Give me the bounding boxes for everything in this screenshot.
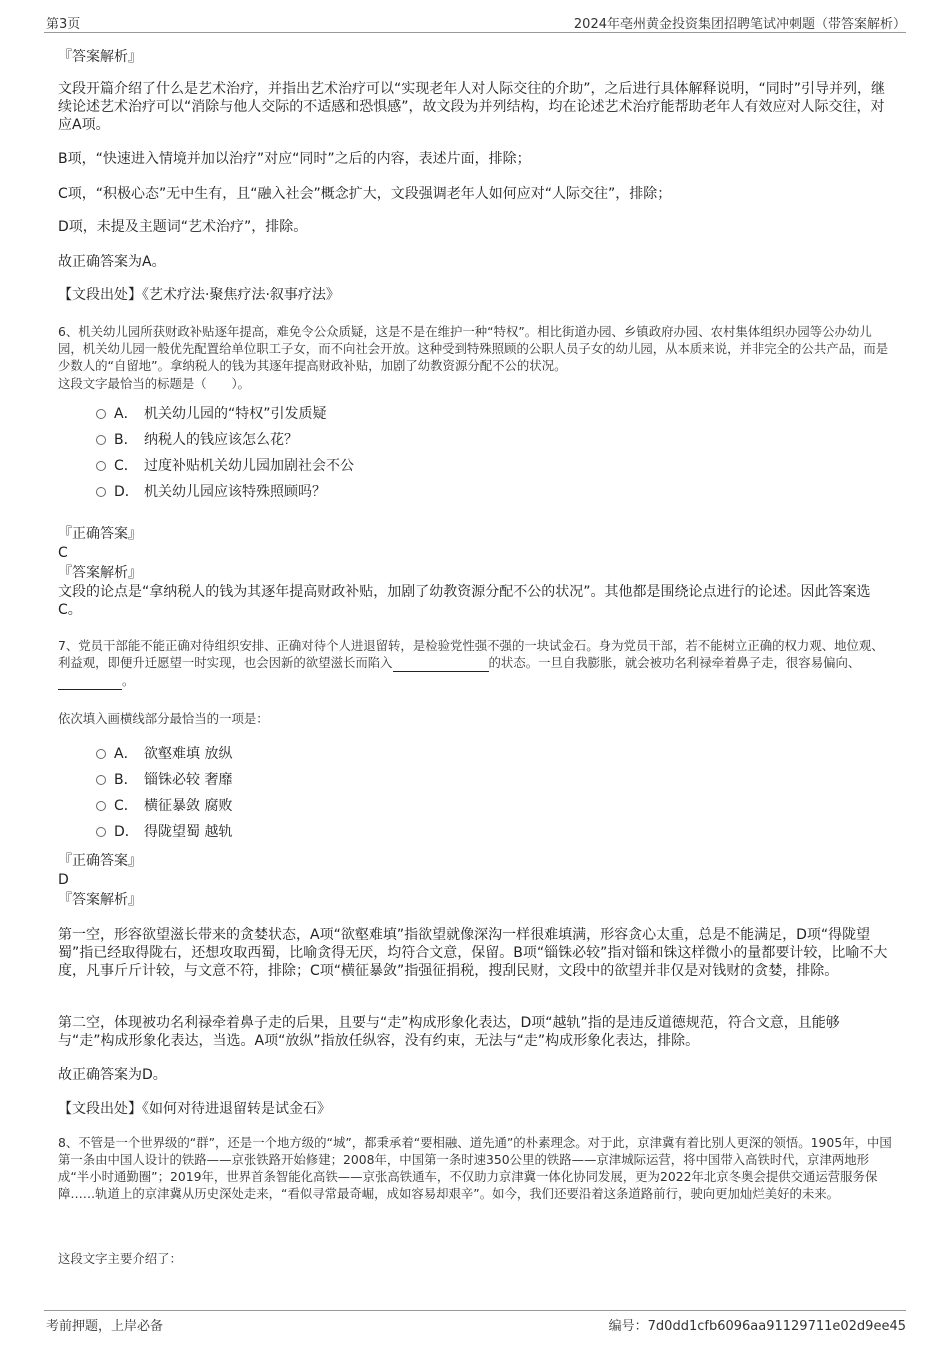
radio-icon[interactable] (96, 775, 106, 785)
document-id: 编号：7d0dd1cfb6096aa91129711e02d9ee45 (608, 1319, 906, 1334)
q5-option-b-analysis: B项，“快速进入情境并加以治疗”对应“同时”之后的内容，表述片面，排除； (58, 151, 531, 167)
q7-analysis-mark: 『答案解析』 (58, 892, 142, 908)
radio-icon[interactable] (96, 827, 106, 837)
q5-conclusion: 故正确答案为A。 (58, 254, 166, 270)
q7-option-d[interactable]: D． 得陇望蜀 越轨 (96, 823, 232, 841)
q6-analysis-mark: 『答案解析』 (58, 565, 142, 581)
footer-slogan: 考前押题，上岸必备 (46, 1319, 164, 1334)
radio-icon[interactable] (96, 461, 106, 471)
q8-question-text: 8、不管是一个世界级的“群”，还是一个地方级的“城”，都秉承着“要相融、道先通”的朴素理念。对于此，京津冀有着比别人更深的领悟。1905年，中国第一条由中国人设计的铁路——京张铁路开始修建；2008年，中国第一条时速350公里的铁路——京津城际运营，将中国带入高铁时代，京津两地形成“半小时通勤圈”；2019年，世界首条智能化高铁——京张高铁通车，不仅助力京津冀一体化协同发展，更为2022年北京冬奥会提供交通运营服务保障……轨道上的京津冀从历史深处走来，“看似寻常最奇崛，成如容易却艰辛”。如今，我们还要沿着这条道路前行，驶向更加灿烂美好的未来。 (58, 1135, 892, 1201)
q6-correct-mark: 『正确答案』 (58, 526, 142, 542)
radio-icon[interactable] (96, 409, 106, 419)
q5-analysis-para: 文段开篇介绍了什么是艺术治疗，并指出艺术治疗可以“实现老年人对人际交往的介助”，之后进行具体解释说明，“同时”引导并列，继续论述艺术治疗可以“消除与他人交际的不适感和恐惧感”，故文段为并列结构，均在论述艺术治疗能帮助老年人有效应对人际交往，对应A项。 (58, 81, 886, 133)
q6-option-c[interactable]: C． 过度补贴机关幼儿园加剧社会不公 (96, 457, 354, 475)
q7-correct-answer: D (58, 872, 69, 888)
q7-option-a[interactable]: A． 欲壑难填 放纵 (96, 745, 232, 763)
q7-correct-mark: 『正确答案』 (58, 853, 142, 869)
q5-option-c-analysis: C项，“积极心态”无中生有，且“融入社会”概念扩大，文段强调老年人如何应对“人际交往”，排除； (58, 186, 672, 202)
q7-option-b[interactable]: B． 锱铢必较 奢靡 (96, 771, 232, 789)
radio-icon[interactable] (96, 487, 106, 497)
q7-analysis-para1: 第一空，形容欲望滋长带来的贪婪状态，A项“欲壑难填”指欲望就像深沟一样很难填满，形容贪心太重，总是不能满足，D项“得陇望蜀”指已经取得陇右，还想攻取西蜀，比喻贪得无厌，均符合文意，保留。B项“锱铢必较”指对锱和铢这样微小的量都要计较，比喻不大度，凡事斤斤计较，与文意不符，排除；C项“横征暴敛”指强征捐税，搜刮民财，文段中的欲望并非仅是对钱财的贪婪，排除。 (58, 927, 888, 979)
q7-source: 【文段出处】《如何对待进退留转是试金石》 (58, 1101, 331, 1117)
q5-option-d-analysis: D项，未提及主题词“艺术治疗”，排除。 (58, 219, 308, 235)
radio-icon[interactable] (96, 749, 106, 759)
q6-option-b[interactable]: B． 纳税人的钱应该怎么花？ (96, 431, 298, 449)
radio-icon[interactable] (96, 435, 106, 445)
blank-2 (58, 672, 122, 690)
page-footer (44, 1310, 906, 1335)
q7-question-text: 7、党员干部能不能正确对待组织安排、正确对待个人进退留转，是检验党性强不强的一块试金石。身为党员干部，若不能树立正确的权力观、地位观、利益观，即便升迁愿望一时实现，也会因新的欲望滋长而陷入 的状态。一旦自我膨胀，就会被功名利禄牵着鼻子走，很容易偏向、 。 (58, 638, 884, 688)
q6-question-text: 6、机关幼儿园所获财政补贴逐年提高，难免令公众质疑，这是不是在维护一种“特权”。相比街道办园、乡镇政府办园、农村集体组织办园等公办幼儿园，机关幼儿园一般优先配置给单位职工子女，而不向社会开放。这种受到特殊照顾的公职人员子女的幼儿园，从本质来说，并非完全的公共产品，而是少数人的“自留地”。拿纳税人的钱为其逐年提高财政补贴，加剧了幼教资源分配不公的状况。 (58, 324, 889, 373)
q5-source: 【文段出处】《艺术疗法·聚焦疗法·叙事疗法》 (58, 287, 340, 303)
q7-conclusion: 故正确答案为D。 (58, 1067, 167, 1083)
page-header (44, 10, 906, 33)
q7-analysis-para2: 第二空，体现被功名利禄牵着鼻子走的后果，且要与“走”构成形象化表达，D项“越轨”指的是违反道德规范，符合文意，且能够与“走”构成形象化表达，当选。A项“放纵”指放任纵容，没有约束，无法与“走”构成形象化表达，排除。 (58, 1015, 840, 1049)
q7-option-c[interactable]: C． 横征暴敛 腐败 (96, 797, 232, 815)
q7-question-prompt: 依次填入画横线部分最恰当的一项是： (58, 711, 269, 726)
q6-correct-answer: C (58, 545, 68, 561)
document-title: 2024年亳州黄金投资集团招聘笔试冲刺题（带答案解析） (573, 17, 906, 32)
q8-question-prompt: 这段文字主要介绍了： (58, 1251, 182, 1266)
q6-option-a[interactable]: A． 机关幼儿园的“特权”引发质疑 (96, 405, 327, 423)
blank-1 (393, 654, 489, 672)
q6-option-d[interactable]: D． 机关幼儿园应该特殊照顾吗？ (96, 483, 326, 501)
q6-question-prompt: 这段文字最恰当的标题是（ ）。 (58, 376, 251, 391)
q5-analysis-mark: 『答案解析』 (58, 49, 142, 65)
page-number: 第3页 (46, 17, 81, 32)
q6-analysis: 文段的论点是“拿纳税人的钱为其逐年提高财政补贴，加剧了幼教资源分配不公的状况”。其他都是围绕论点进行的论述。因此答案选C。 (58, 584, 871, 618)
radio-icon[interactable] (96, 801, 106, 811)
